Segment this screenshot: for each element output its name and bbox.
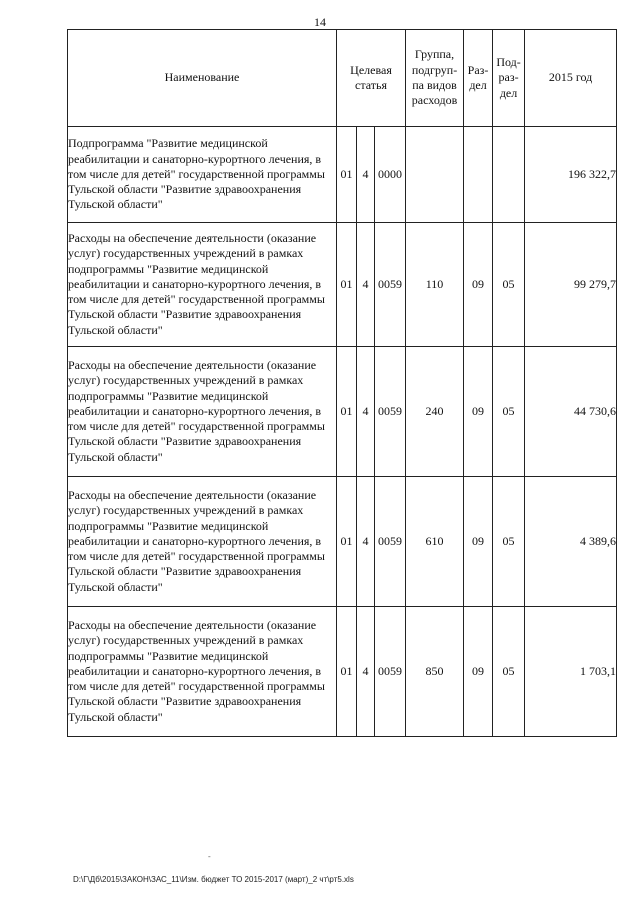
header-target-article xyxy=(337,30,406,127)
header-subsection-line: раз- xyxy=(498,70,519,85)
scan-mark: - xyxy=(208,852,211,861)
row-name: Подпрограмма "Развитие медицинской реабилитации и санаторно-курортного лечения, в том числе для детей" государственной программы Тульской области "Развитие здравоохранения Тульской области" xyxy=(68,127,337,223)
header-expense-group-line: па видов xyxy=(412,78,457,92)
table-header-row xyxy=(68,30,617,127)
row-name: Расходы на обеспечение деятельности (оказание услуг) государственных учреждений в рамках подпрограммы "Развитие медицинской реабилитации и санаторно-курортного лечения, в том числе для детей" государственной программы Тульской области "Развитие здравоохранения Тульской области" xyxy=(68,477,337,607)
row-code1: 01 xyxy=(337,607,357,737)
table-row xyxy=(68,607,617,737)
row-code3: 0000 xyxy=(375,127,406,223)
row-name: Расходы на обеспечение деятельности (оказание услуг) государственных учреждений в рамках подпрограммы "Развитие медицинской реабилитации и санаторно-курортного лечения, в том числе для детей" государственной программы Тульской области "Развитие здравоохранения Тульской области" xyxy=(68,347,337,477)
budget-table xyxy=(67,29,617,737)
row-code3: 0059 xyxy=(375,477,406,607)
row-amount: 44 730,6 xyxy=(525,347,617,477)
row-code2: 4 xyxy=(357,127,375,223)
header-year: 2015 год xyxy=(525,30,617,127)
header-section xyxy=(464,30,493,127)
row-amount: 99 279,7 xyxy=(525,223,617,347)
header-expense-group xyxy=(406,30,464,127)
header-section-line: дел xyxy=(469,78,487,92)
table-row xyxy=(68,347,617,477)
table-row xyxy=(68,477,617,607)
page-number: 14 xyxy=(314,15,326,29)
row-section: 09 xyxy=(464,223,493,347)
row-section xyxy=(464,127,493,223)
row-code2: 4 xyxy=(357,347,375,477)
header-expense-group-line: расходов xyxy=(411,93,458,108)
row-subsection: 05 xyxy=(493,347,525,477)
header-subsection xyxy=(493,30,525,127)
header-subsection-line: дел xyxy=(499,85,518,100)
row-subsection: 05 xyxy=(493,223,525,347)
row-code1: 01 xyxy=(337,223,357,347)
row-code3: 0059 xyxy=(375,347,406,477)
row-subsection xyxy=(493,127,525,223)
header-section-line: Раз- xyxy=(467,62,489,77)
header-expense-group-line: Группа, xyxy=(414,47,455,62)
header-name: Наименование xyxy=(68,30,337,127)
row-subsection: 05 xyxy=(493,607,525,737)
row-code2: 4 xyxy=(357,223,375,347)
row-section: 09 xyxy=(464,477,493,607)
row-section: 09 xyxy=(464,347,493,477)
row-code1: 01 xyxy=(337,347,357,477)
row-code2: 4 xyxy=(357,607,375,737)
row-group: 610 xyxy=(406,477,464,607)
row-group xyxy=(406,127,464,223)
table-row xyxy=(68,223,617,347)
footer-file-path: D:\Г\Дб\2015\ЗАКОН\ЗАС_11\Изм. бюджет ТО 2015-2017 (март)_2 чт\рт5.xls xyxy=(73,875,354,884)
header-expense-group-line: подгруп- xyxy=(411,62,458,77)
row-amount: 4 389,6 xyxy=(525,477,617,607)
row-name: Расходы на обеспечение деятельности (оказание услуг) государственных учреждений в рамках подпрограммы "Развитие медицинской реабилитации и санаторно-курортного лечения, в том числе для детей" государственной программы Тульской области "Развитие здравоохранения Тульской области" xyxy=(68,607,337,737)
row-amount: 1 703,1 xyxy=(525,607,617,737)
header-subsection-line: Под- xyxy=(496,55,521,70)
header-target-article-text: Целевая статья xyxy=(350,62,392,92)
row-section: 09 xyxy=(464,607,493,737)
table-row xyxy=(68,127,617,223)
row-code2: 4 xyxy=(357,477,375,607)
row-code1: 01 xyxy=(337,127,357,223)
row-group: 110 xyxy=(406,223,464,347)
row-code3: 0059 xyxy=(375,223,406,347)
row-amount: 196 322,7 xyxy=(525,127,617,223)
row-name: Расходы на обеспечение деятельности (оказание услуг) государственных учреждений в рамках подпрограммы "Развитие медицинской реабилитации и санаторно-курортного лечения, в том числе для детей" государственной программы Тульской области "Развитие здравоохранения Тульской области" xyxy=(68,223,337,347)
row-subsection: 05 xyxy=(493,477,525,607)
row-group: 240 xyxy=(406,347,464,477)
row-code3: 0059 xyxy=(375,607,406,737)
row-code1: 01 xyxy=(337,477,357,607)
row-group: 850 xyxy=(406,607,464,737)
